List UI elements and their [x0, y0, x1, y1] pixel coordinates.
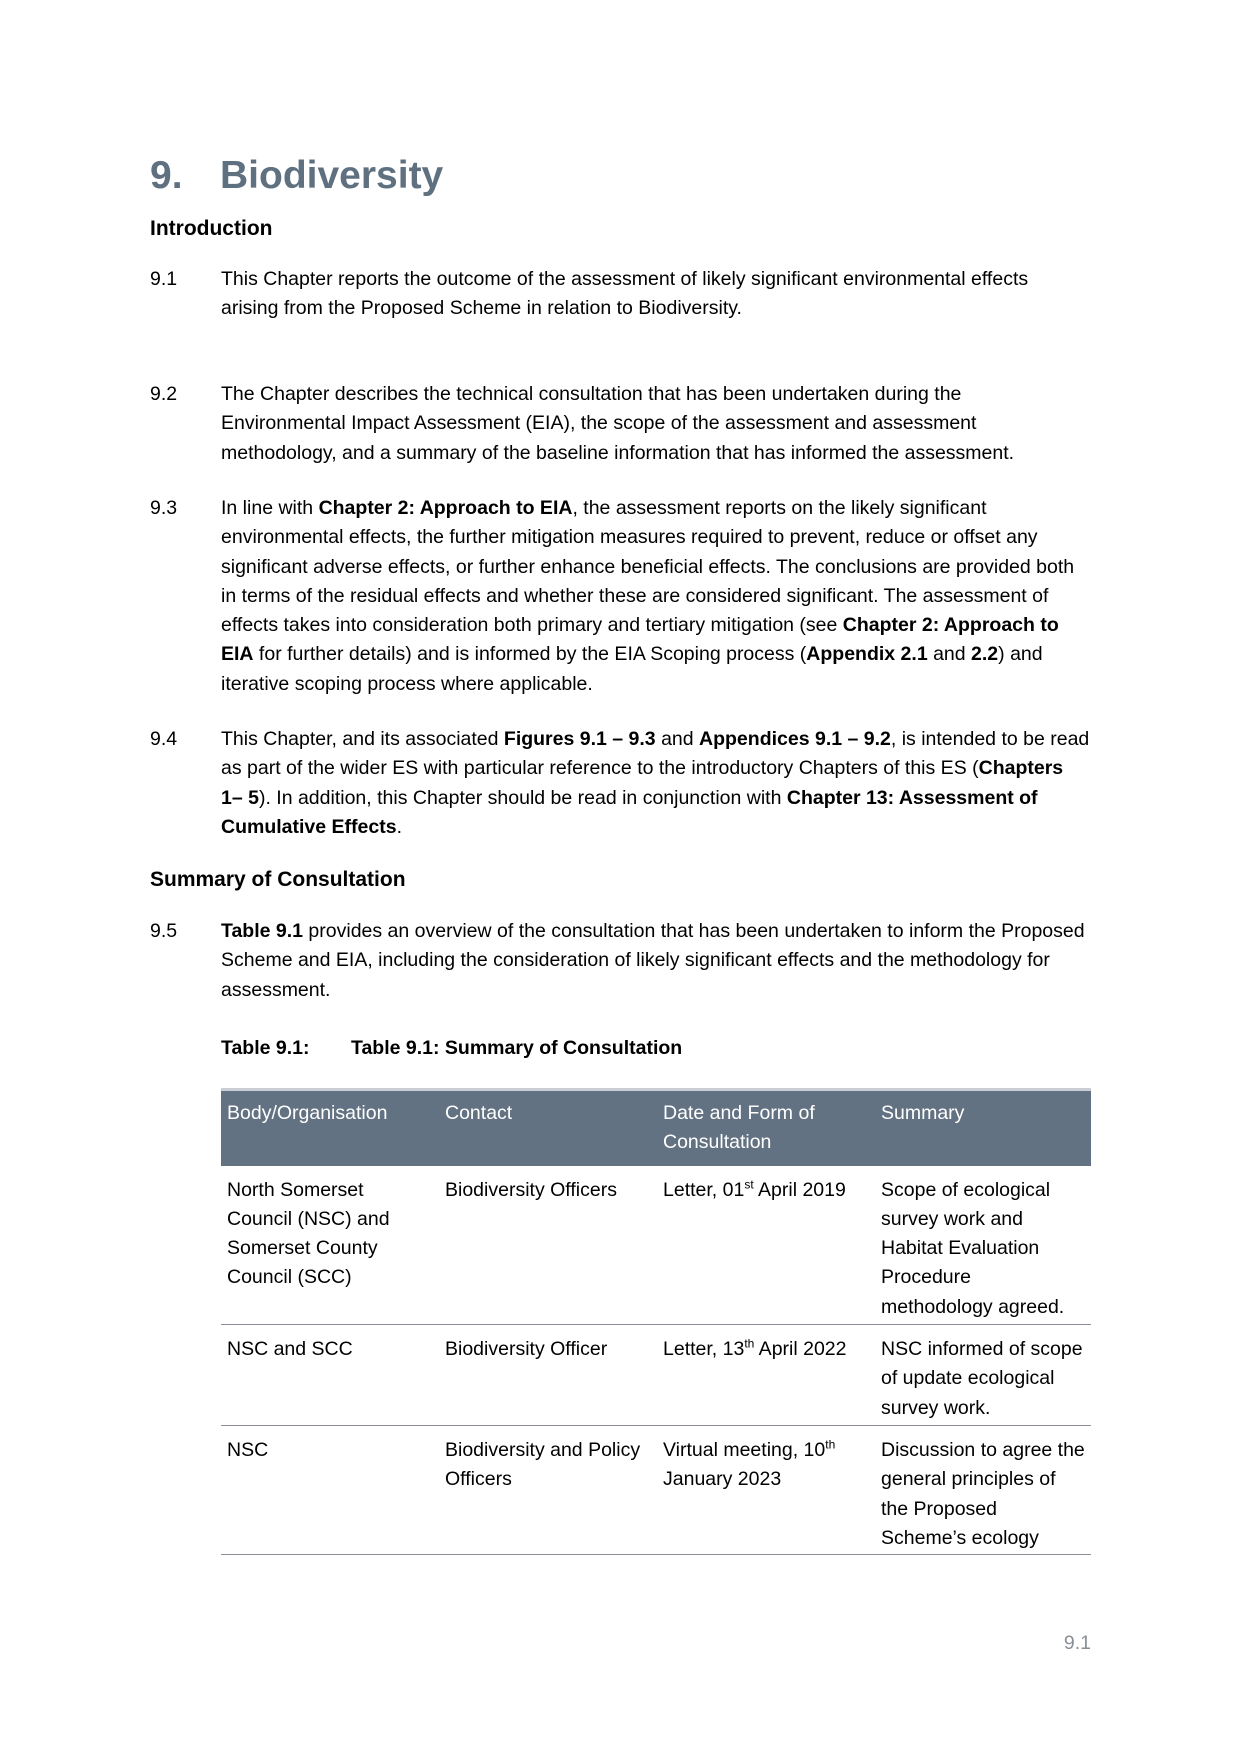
table-caption-number: Table 9.1: [221, 1037, 310, 1059]
table-row [221, 1425, 1091, 1554]
column-header: Body/Organisation [221, 1090, 439, 1166]
table-caption [221, 1034, 682, 1062]
body-organisation-cell: NSC and SCC [221, 1325, 439, 1426]
table-reference: Table 9.1 [221, 920, 304, 942]
column-header: Contact [439, 1090, 657, 1166]
chapter-reference: Chapter 13: Assessment of Cumulative Effects [221, 786, 1038, 838]
paragraph-number: 9.1 [150, 268, 178, 290]
summary-cell: Scope of ecological survey work and Habitat Evaluation Procedure methodology agreed. [875, 1166, 1091, 1325]
table-header-row [221, 1090, 1091, 1166]
date-cell: Virtual meeting, 10th January 2023 [657, 1425, 875, 1554]
section-heading-introduction: Introduction [150, 217, 273, 240]
consultation-table [221, 1088, 1091, 1555]
paragraph-number: 9.4 [150, 728, 178, 750]
section-heading-consultation: Summary of Consultation [150, 868, 406, 891]
paragraph-text: The Chapter describes the technical consultation that has been undertaken during the Environmental Impact Assessment (EIA), the scope of the assessment and assessment methodology, and a summary of the baseline information that has informed the assessment. [221, 383, 1015, 464]
chapter-reference: Chapter 2: Approach to EIA [221, 614, 1059, 666]
paragraph-9-5 [150, 917, 1090, 1005]
paragraph-9-4 [150, 725, 1090, 842]
chapter-title-text: Biodiversity [220, 154, 444, 197]
paragraph-number: 9.5 [150, 920, 178, 942]
contact-cell: Biodiversity Officer [439, 1325, 657, 1426]
contact-cell: Biodiversity Officers [439, 1166, 657, 1325]
table-caption-title: Table 9.1: Summary of Consultation [351, 1037, 683, 1059]
table-row [221, 1166, 1091, 1325]
contact-cell: Biodiversity and Policy Officers [439, 1425, 657, 1554]
body-organisation-cell: North Somerset Council (NSC) and Somerset County Council (SCC) [221, 1166, 439, 1325]
paragraph-9-2 [150, 380, 1090, 468]
paragraph-number: 9.2 [150, 383, 178, 405]
paragraph-9-3 [150, 494, 1090, 699]
paragraph-number: 9.3 [150, 497, 178, 519]
paragraph-text: In line with Chapter 2: Approach to EIA, the assessment reports on the likely significant environmental effects, the further mitigation measures required to prevent, reduce or offset any significant adverse effects, or further enhance beneficial effects. The conclusions are provided both in terms of the residual effects and whether these are considered significant. The assessment of effects takes into consideration both primary and tertiary mitigation (see Chapter 2: Approach to EIA for further details) and is informed by the EIA Scoping process (Appendix 2.1 and 2.2) and iterative scoping process where applicable. [221, 497, 1075, 695]
appendices-reference: Appendices 9.1 – 9.2 [699, 728, 891, 750]
paragraph-text: Table 9.1 provides an overview of the consultation that has been undertaken to inform the Proposed Scheme and EIA, including the consideration of likely significant effects and the methodology for assessment. [221, 920, 1085, 1001]
figures-reference: Figures 9.1 – 9.3 [503, 728, 656, 750]
date-cell: Letter, 01st April 2019 [657, 1166, 875, 1325]
paragraph-9-1 [150, 265, 1090, 324]
appendix-reference: Appendix 2.1 [806, 643, 928, 666]
summary-cell: Discussion to agree the general principles of the Proposed Scheme’s ecology [875, 1425, 1091, 1554]
paragraph-text: This Chapter, and its associated Figures 9.1 – 9.3 and Appendices 9.1 – 9.2, is intended to be read as part of the wider ES with particular reference to the introductory Chapters of this ES (Chapters 1– 5). In addition, this Chapter should be read in conjunction with Chapter 13: Assessment of Cumulative Effects. [221, 728, 1090, 838]
date-cell: Letter, 13th April 2022 [657, 1325, 875, 1426]
appendix-reference: 2.2 [971, 643, 999, 666]
paragraph-text: This Chapter reports the outcome of the assessment of likely significant environmental effects arising from the Proposed Scheme in relation to Biodiversity. [221, 268, 1029, 320]
page-number: 9.1 [1063, 1632, 1091, 1654]
chapters-reference: Chapters 1– 5 [221, 757, 1064, 809]
body-organisation-cell: NSC [221, 1425, 439, 1554]
summary-cell: NSC informed of scope of update ecological survey work. [875, 1325, 1091, 1426]
column-header: Summary [875, 1090, 1091, 1166]
column-header: Date and Form of Consultation [657, 1090, 875, 1166]
chapter-number: 9. [150, 154, 183, 197]
table-row [221, 1325, 1091, 1426]
chapter-title [150, 150, 443, 202]
chapter-reference: Chapter 2: Approach to EIA [318, 497, 573, 519]
